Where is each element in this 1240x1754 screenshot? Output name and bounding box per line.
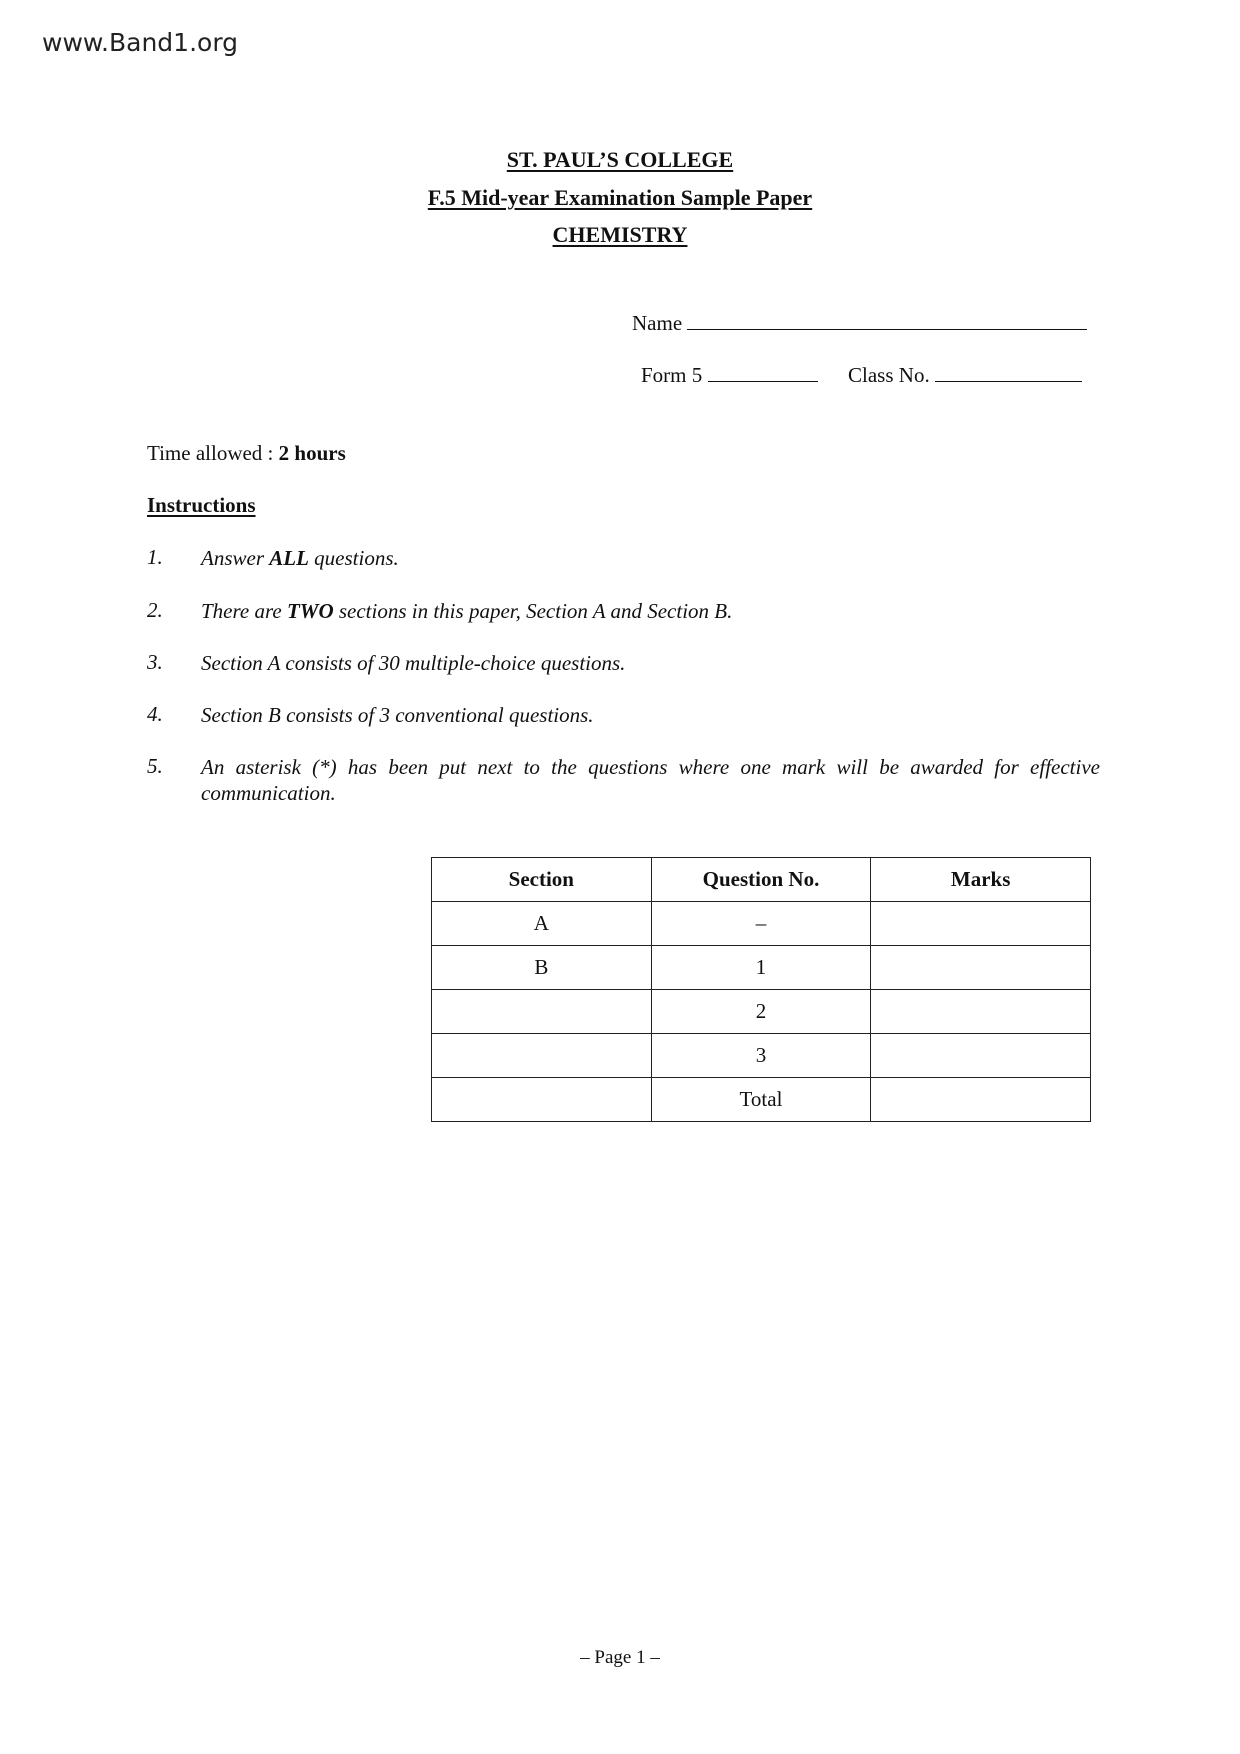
instruction-text bbox=[201, 754, 1100, 806]
instruction-item bbox=[147, 598, 1100, 624]
form-blank[interactable] bbox=[708, 363, 818, 382]
subject-title-text: CHEMISTRY bbox=[552, 222, 688, 247]
cell-section bbox=[432, 1078, 652, 1122]
table-row bbox=[432, 1078, 1091, 1122]
school-name-text: ST. PAUL’S COLLEGE bbox=[506, 147, 734, 172]
table-row bbox=[432, 946, 1091, 990]
instruction-text-part: Section A consists of 30 multiple-choice questions. bbox=[201, 651, 626, 675]
subject-title bbox=[0, 222, 1240, 248]
cell-question-no: – bbox=[651, 902, 871, 946]
page-number: – Page 1 – bbox=[580, 1647, 660, 1668]
form-label: Form 5 bbox=[641, 363, 703, 387]
instruction-text bbox=[201, 702, 1100, 728]
instruction-text-part: There are bbox=[201, 599, 287, 623]
cell-section: A bbox=[432, 902, 652, 946]
cell-marks[interactable] bbox=[871, 946, 1091, 990]
cell-marks[interactable] bbox=[871, 902, 1091, 946]
class-no-label: Class No. bbox=[848, 363, 930, 387]
cell-section: B bbox=[432, 946, 652, 990]
instruction-text-part: Answer bbox=[201, 546, 270, 570]
class-no-blank[interactable] bbox=[935, 363, 1082, 382]
instruction-emphasis: TWO bbox=[286, 599, 334, 623]
name-blank[interactable] bbox=[687, 311, 1087, 330]
instruction-text-part: questions. bbox=[308, 546, 399, 570]
time-value: 2 hours bbox=[278, 441, 346, 465]
form-class-field bbox=[641, 363, 1082, 388]
cell-section bbox=[432, 990, 652, 1034]
instruction-text bbox=[201, 650, 1100, 676]
instruction-text bbox=[201, 545, 1100, 571]
name-label: Name bbox=[632, 311, 683, 335]
header-marks: Marks bbox=[871, 858, 1091, 902]
exam-title bbox=[0, 185, 1240, 211]
instruction-text-part: sections in this paper, Section A and Section B. bbox=[333, 599, 733, 623]
instruction-item bbox=[147, 702, 1100, 728]
marks-table bbox=[431, 857, 1091, 1122]
instruction-number: 2. bbox=[147, 598, 163, 622]
instruction-number: 3. bbox=[147, 650, 163, 674]
instruction-text bbox=[201, 598, 1100, 624]
time-label: Time allowed : bbox=[147, 441, 279, 465]
instruction-text-part: An asterisk (*) has been put next to the questions where one mark will be awarded for effective communication. bbox=[201, 755, 1100, 805]
cell-question-no: Total bbox=[651, 1078, 871, 1122]
instruction-number: 5. bbox=[147, 754, 163, 778]
instructions-heading: Instructions bbox=[147, 493, 256, 517]
instruction-item bbox=[147, 754, 1100, 806]
table-row bbox=[432, 902, 1091, 946]
instruction-number: 1. bbox=[147, 545, 163, 569]
cell-section bbox=[432, 1034, 652, 1078]
name-field bbox=[632, 311, 1087, 336]
watermark: www.Band1.org bbox=[42, 28, 239, 57]
instruction-number: 4. bbox=[147, 702, 163, 726]
instruction-item bbox=[147, 650, 1100, 676]
table-row bbox=[432, 1034, 1091, 1078]
cell-question-no: 1 bbox=[651, 946, 871, 990]
instruction-emphasis: ALL bbox=[269, 546, 309, 570]
table-row bbox=[432, 990, 1091, 1034]
instruction-text-part: Section B consists of 3 conventional questions. bbox=[201, 703, 594, 727]
instruction-item bbox=[147, 545, 1100, 571]
header-section: Section bbox=[432, 858, 652, 902]
cell-question-no: 3 bbox=[651, 1034, 871, 1078]
exam-title-text: F.5 Mid-year Examination Sample Paper bbox=[427, 185, 813, 210]
cell-marks[interactable] bbox=[871, 1034, 1091, 1078]
cell-question-no: 2 bbox=[651, 990, 871, 1034]
header-question-no: Question No. bbox=[651, 858, 871, 902]
cell-marks[interactable] bbox=[871, 1078, 1091, 1122]
cell-marks[interactable] bbox=[871, 990, 1091, 1034]
time-allowed bbox=[147, 441, 346, 466]
school-name bbox=[0, 147, 1240, 173]
